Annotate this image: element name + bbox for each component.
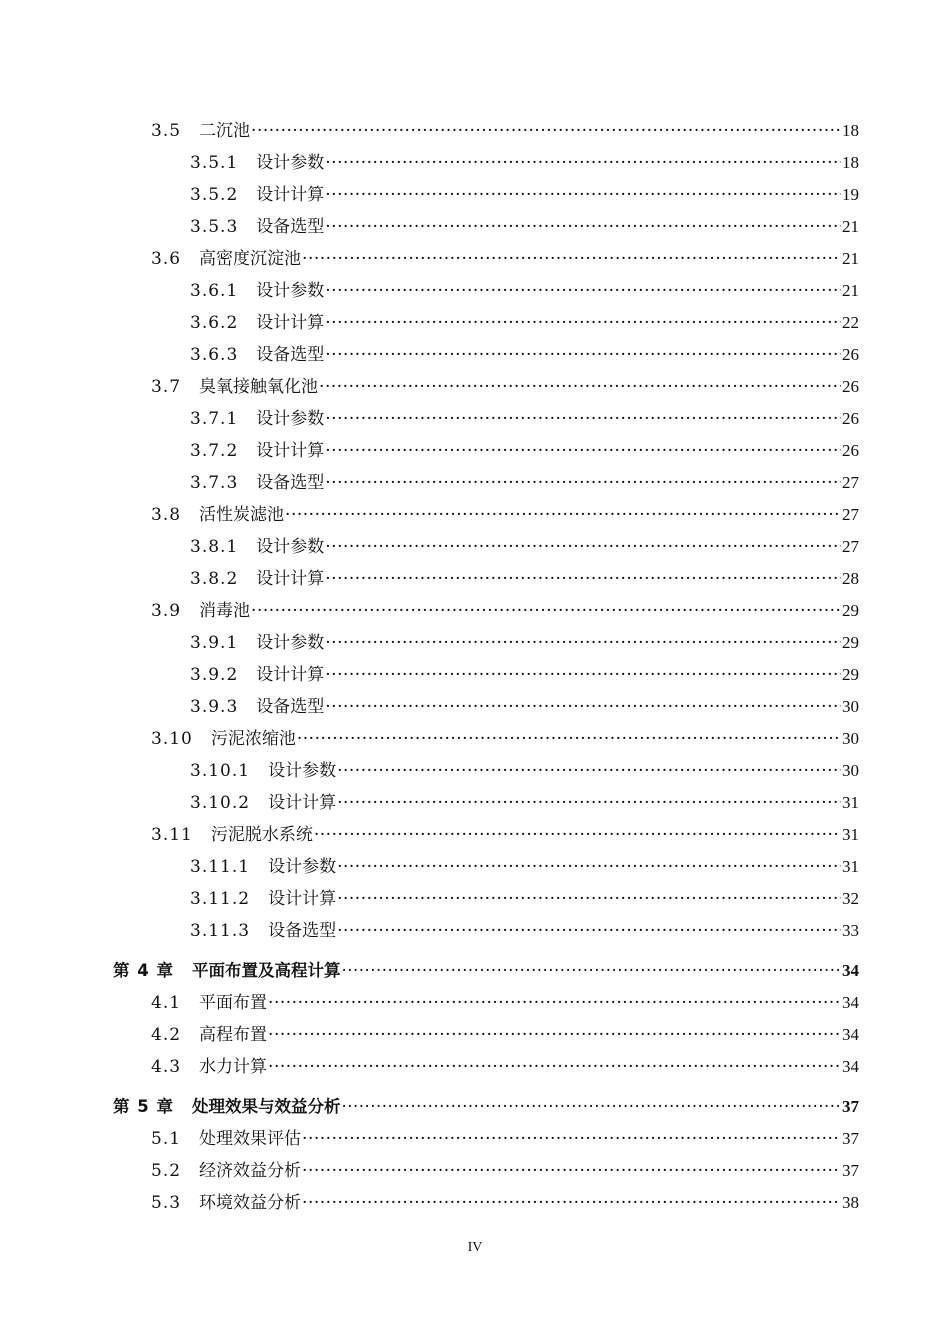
toc-entry-title: 污泥浓缩池 [210,729,296,749]
toc-entry-title: 设备选型 [256,473,325,493]
table-of-contents [0,115,950,1219]
toc-subsection-entry[interactable] [0,851,950,883]
toc-entry-page-number: 26 [842,345,859,364]
toc-dot-leader [325,403,841,435]
toc-dot-leader [325,435,841,467]
toc-subsection-entry[interactable] [0,755,950,787]
toc-entry-title: 处理效果与效益分析 [191,1097,341,1116]
toc-entry-page-number: 21 [842,217,859,236]
toc-entry-number: 3.5.2 [190,185,239,205]
toc-entry-line [190,467,859,499]
toc-entry-line [190,787,859,819]
toc-entry-number: 3.5 [151,121,182,141]
toc-entry-line [190,307,859,339]
toc-entry-title: 设备选型 [256,345,325,365]
toc-dot-leader [297,723,841,755]
toc-dot-leader [325,467,841,499]
toc-entry-title: 二沉池 [199,121,251,141]
toc-entry-page-number: 27 [842,473,859,492]
toc-dot-leader [337,883,841,915]
toc-entry-title: 设计计算 [256,569,325,589]
toc-entry-line [190,211,859,243]
toc-subsection-entry[interactable] [0,531,950,563]
toc-entry-page-number: 18 [842,121,859,140]
toc-dot-leader [325,659,841,691]
toc-entry-page-number: 19 [842,185,859,204]
toc-section-entry[interactable] [0,371,950,403]
toc-entry-number: 3.10.2 [190,793,251,813]
toc-subsection-entry[interactable] [0,691,950,723]
toc-dot-leader [325,627,841,659]
toc-entry-number: 3.6.3 [190,345,239,365]
toc-dot-leader [302,1123,841,1155]
toc-entry-number: 3.11.3 [190,921,251,941]
toc-dot-leader [268,987,841,1019]
toc-entry-line [190,275,859,307]
toc-entry-title: 臭氧接触氧化池 [199,377,319,397]
toc-section-entry[interactable] [0,819,950,851]
toc-entry-line [190,403,859,435]
toc-entry-number: 3.9.2 [190,665,239,685]
toc-entry-line [190,627,859,659]
toc-entry-title: 水力计算 [199,1057,268,1077]
toc-entry-number: 3.6.2 [190,313,239,333]
toc-entry-number: 3.9 [151,601,182,621]
toc-entry-number: 3.6 [151,249,182,269]
toc-entry-number: 3.10.1 [190,761,251,781]
toc-subsection-entry[interactable] [0,275,950,307]
toc-entry-page-number: 34 [842,1057,859,1076]
toc-entry-title: 平面布置 [199,993,268,1013]
toc-entry-title: 设计参数 [268,857,337,877]
toc-entry-number: 3.5.1 [190,153,239,173]
toc-entry-page-number: 26 [842,441,859,460]
toc-subsection-entry[interactable] [0,339,950,371]
toc-entry-title: 设备选型 [256,217,325,237]
toc-entry-title: 平面布置及高程计算 [191,961,341,980]
toc-entry-line [190,883,859,915]
toc-entry-line [151,499,859,531]
toc-entry-page-number: 32 [842,889,859,908]
toc-dot-leader [337,755,841,787]
toc-entry-page-number: 34 [842,1025,859,1044]
toc-entry-line [151,1155,859,1187]
toc-entry-line [190,339,859,371]
toc-entry-page-number: 21 [842,281,859,300]
toc-dot-leader [341,1091,841,1123]
toc-dot-leader [337,787,841,819]
toc-entry-number: 3.7.1 [190,409,239,429]
toc-entry-line [190,691,859,723]
toc-entry-page-number: 37 [842,1097,859,1116]
toc-entry-title: 环境效益分析 [199,1193,302,1213]
toc-entry-title: 设计计算 [268,889,337,909]
toc-subsection-entry[interactable] [0,211,950,243]
toc-entry-line [113,955,859,987]
toc-entry-line [151,1123,859,1155]
toc-entry-page-number: 38 [842,1193,859,1212]
toc-entry-page-number: 30 [842,697,859,716]
toc-dot-leader [325,531,841,563]
toc-entry-page-number: 34 [842,993,859,1012]
toc-section-entry[interactable] [0,243,950,275]
toc-subsection-entry[interactable] [0,179,950,211]
toc-entry-line [190,531,859,563]
toc-entry-title: 活性炭滤池 [199,505,285,525]
toc-entry-title: 设计计算 [256,441,325,461]
toc-entry-number: 3.8 [151,505,182,525]
toc-entry-page-number: 28 [842,569,859,588]
toc-entry-number: 5.1 [151,1129,182,1149]
toc-dot-leader [268,1019,841,1051]
toc-entry-title: 处理效果评估 [199,1129,302,1149]
toc-dot-leader [302,243,841,275]
toc-section-entry[interactable] [0,1187,950,1219]
toc-dot-leader [325,147,841,179]
toc-entry-page-number: 37 [842,1161,859,1180]
toc-dot-leader [325,307,841,339]
toc-section-entry[interactable] [0,1019,950,1051]
toc-entry-page-number: 30 [842,729,859,748]
toc-entry-title: 高程布置 [199,1025,268,1045]
toc-dot-leader [268,1051,841,1083]
toc-entry-title: 污泥脱水系统 [210,825,313,845]
toc-dot-leader [285,499,841,531]
toc-dot-leader [337,915,841,947]
toc-entry-title: 设计参数 [256,153,325,173]
toc-entry-page-number: 31 [842,857,859,876]
toc-entry-title: 设计计算 [256,185,325,205]
toc-dot-leader [319,371,841,403]
toc-section-entry[interactable] [0,115,950,147]
toc-entry-line [190,147,859,179]
toc-dot-leader [251,115,841,147]
toc-entry-number: 3.11 [151,825,193,845]
toc-entry-line [151,1019,859,1051]
toc-subsection-entry[interactable] [0,883,950,915]
toc-entry-line [190,755,859,787]
toc-dot-leader [251,595,841,627]
toc-entry-number: 3.5.3 [190,217,239,237]
toc-entry-line [151,987,859,1019]
toc-entry-page-number: 33 [842,921,859,940]
toc-entry-line [151,115,859,147]
toc-entry-page-number: 31 [842,825,859,844]
toc-entry-line [113,1091,859,1123]
toc-entry-line [190,915,859,947]
toc-entry-number: 第 5 章 [113,1097,174,1116]
toc-dot-leader [325,275,841,307]
toc-subsection-entry[interactable] [0,435,950,467]
toc-entry-number: 4.2 [151,1025,182,1045]
toc-section-entry[interactable] [0,1051,950,1083]
toc-entry-line [151,595,859,627]
toc-entry-number: 第 4 章 [113,961,174,980]
toc-entry-page-number: 31 [842,793,859,812]
toc-entry-page-number: 26 [842,377,859,396]
toc-entry-title: 设计参数 [256,409,325,429]
toc-dot-leader [302,1155,841,1187]
toc-subsection-entry[interactable] [0,659,950,691]
toc-entry-number: 3.7 [151,377,182,397]
toc-entry-page-number: 26 [842,409,859,428]
toc-entry-number: 3.7.2 [190,441,239,461]
toc-subsection-entry[interactable] [0,307,950,339]
toc-entry-page-number: 18 [842,153,859,172]
toc-entry-line [151,1187,859,1219]
toc-entry-number: 4.3 [151,1057,182,1077]
toc-entry-number: 3.11.2 [190,889,251,909]
toc-entry-page-number: 27 [842,505,859,524]
toc-entry-page-number: 22 [842,313,859,332]
toc-entry-number: 3.8.1 [190,537,239,557]
toc-entry-number: 3.10 [151,729,193,749]
page-number-footer: IV [467,1240,483,1255]
toc-section-entry[interactable] [0,595,950,627]
toc-entry-title: 设计参数 [256,633,325,653]
toc-subsection-entry[interactable] [0,403,950,435]
toc-section-entry[interactable] [0,723,950,755]
toc-chapter-entry[interactable] [0,1091,950,1123]
toc-entry-page-number: 29 [842,633,859,652]
toc-entry-title: 高密度沉淀池 [199,249,302,269]
toc-dot-leader [325,691,841,723]
toc-entry-number: 3.8.2 [190,569,239,589]
toc-dot-leader [325,211,841,243]
toc-entry-page-number: 27 [842,537,859,556]
toc-entry-title: 设备选型 [256,697,325,717]
toc-subsection-entry[interactable] [0,627,950,659]
toc-entry-number: 5.3 [151,1193,182,1213]
toc-subsection-entry[interactable] [0,467,950,499]
toc-dot-leader [341,955,841,987]
toc-entry-title: 经济效益分析 [199,1161,302,1181]
toc-entry-title: 设计参数 [256,537,325,557]
toc-entry-line [151,243,859,275]
toc-entry-line [190,563,859,595]
toc-entry-title: 设计计算 [256,313,325,333]
toc-entry-title: 设备选型 [268,921,337,941]
toc-entry-line [190,435,859,467]
toc-dot-leader [325,339,841,371]
toc-dot-leader [325,563,841,595]
toc-entry-page-number: 21 [842,249,859,268]
toc-entry-line [190,659,859,691]
toc-entry-page-number: 30 [842,761,859,780]
toc-dot-leader [314,819,841,851]
toc-entry-number: 4.1 [151,993,182,1013]
toc-entry-page-number: 34 [842,961,859,980]
toc-section-entry[interactable] [0,1155,950,1187]
toc-section-entry[interactable] [0,499,950,531]
toc-entry-title: 设计计算 [268,793,337,813]
toc-subsection-entry[interactable] [0,787,950,819]
toc-subsection-entry[interactable] [0,915,950,947]
toc-chapter-entry[interactable] [0,955,950,987]
toc-entry-number: 3.7.3 [190,473,239,493]
toc-dot-leader [337,851,841,883]
toc-entry-line [190,179,859,211]
toc-subsection-entry[interactable] [0,563,950,595]
toc-entry-title: 设计参数 [268,761,337,781]
toc-subsection-entry[interactable] [0,147,950,179]
toc-entry-page-number: 29 [842,601,859,620]
toc-entry-number: 3.6.1 [190,281,239,301]
toc-entry-title: 消毒池 [199,601,251,621]
toc-entry-line [151,819,859,851]
toc-entry-line [151,371,859,403]
toc-entry-line [151,1051,859,1083]
toc-entry-number: 3.11.1 [190,857,251,877]
toc-entry-number: 5.2 [151,1161,182,1181]
toc-entry-line [151,723,859,755]
toc-entry-title: 设计参数 [256,281,325,301]
toc-entry-page-number: 37 [842,1129,859,1148]
toc-entry-number: 3.9.1 [190,633,239,653]
toc-section-entry[interactable] [0,1123,950,1155]
toc-section-entry[interactable] [0,987,950,1019]
toc-entry-title: 设计计算 [256,665,325,685]
toc-entry-line [190,851,859,883]
toc-dot-leader [302,1187,841,1219]
toc-entry-number: 3.9.3 [190,697,239,717]
toc-entry-page-number: 29 [842,665,859,684]
toc-dot-leader [325,179,841,211]
